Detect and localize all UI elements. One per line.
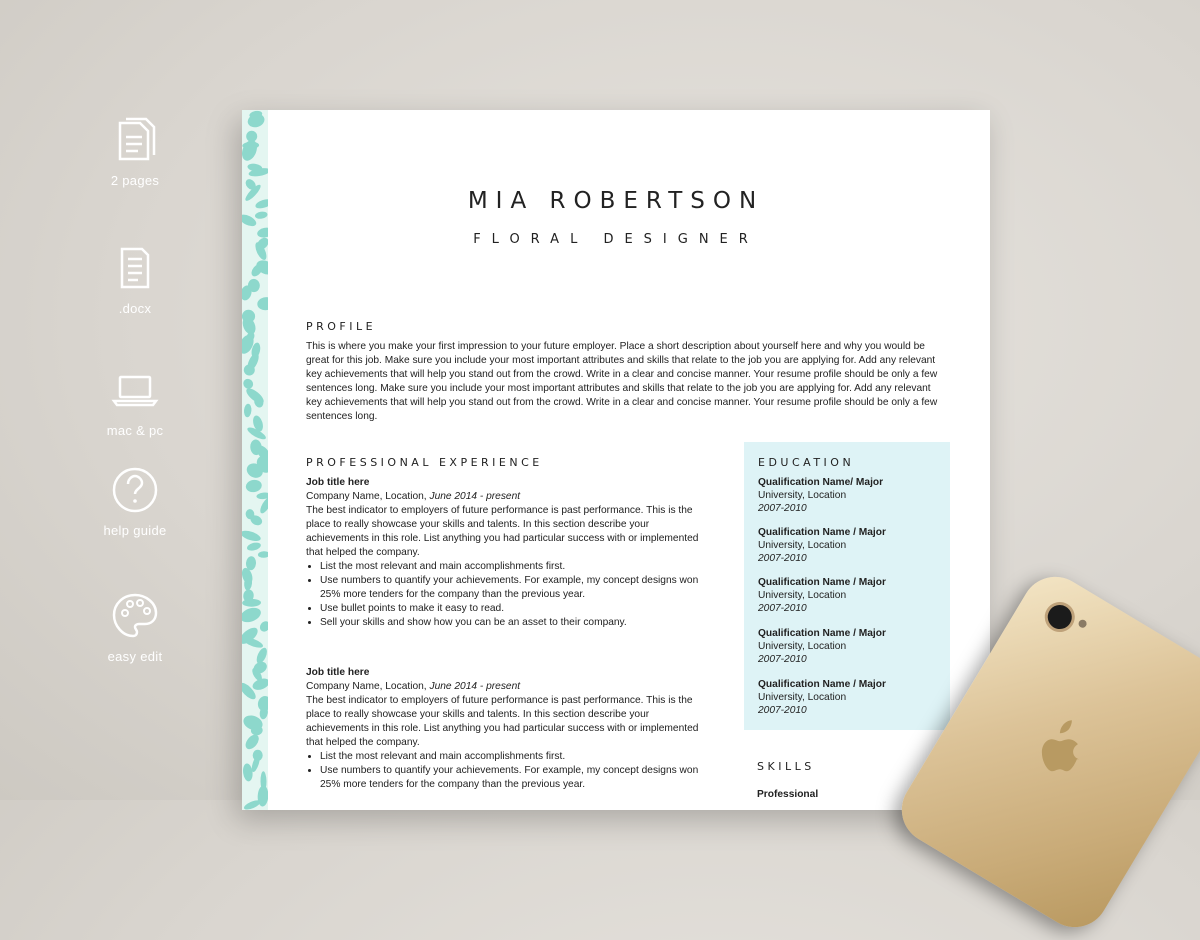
education-school: University, Location xyxy=(758,590,847,601)
feature-help xyxy=(95,465,175,538)
help-icon xyxy=(110,465,160,515)
education-years: 2007-2010 xyxy=(758,553,807,564)
feature-label: .docx xyxy=(118,301,152,316)
education-qualification: Qualification Name / Major xyxy=(758,577,886,588)
education-item xyxy=(758,526,886,565)
docx-icon xyxy=(110,243,160,293)
education-heading: EDUCATION xyxy=(758,456,855,469)
feature-label: help guide xyxy=(103,523,167,538)
job-entry xyxy=(306,476,706,630)
floral-border xyxy=(242,110,268,810)
feature-platform xyxy=(95,365,175,438)
profile-text: This is where you make your first impression to your future employer. Place a short description about yourself here and why you would be great for this job. Make sure you include your most important attributes and skills that relate to the job you are applying for. Add any relevant key achievements that will help you stand out from the crowd. Write in a clear and concise manner. Your resume profile should be only a few sentences long. Make sure you include your most important attributes and skills that relate to the job you are applying for. Add any relevant key achievements that will help you stand out from the crowd. Write in a clear and concise manner. Your resume profile should be only a few sentences long. xyxy=(306,341,938,422)
feature-pages xyxy=(95,115,175,188)
job-bullet: • List the most relevant and main accomplishments first. xyxy=(320,560,706,574)
education-years: 2007-2010 xyxy=(758,503,807,514)
job-company: Company Name, Location, xyxy=(306,491,427,502)
education-school: University, Location xyxy=(758,692,847,703)
job-title: Job title here xyxy=(306,477,370,488)
education-panel xyxy=(744,442,950,730)
education-qualification: Qualification Name / Major xyxy=(758,628,886,639)
education-item xyxy=(758,627,886,666)
job-entry xyxy=(306,666,706,792)
laptop-icon xyxy=(110,365,160,415)
job-bullet: • Use numbers to quantify your achievements. For example, my concept designs won 25% more tenders for the company than the previous year. xyxy=(320,574,706,602)
resume-page xyxy=(242,110,990,810)
job-description: The best indicator to employers of future performance is past performance. This is the place to really showcase your skills and talents. In this section describe your achievements in this role. List anything you had particular success with or implemented that helped the company. xyxy=(306,505,699,558)
job-bullet: • Use bullet points to make it easy to read. xyxy=(320,602,706,616)
job-meta xyxy=(306,680,706,694)
education-school: University, Location xyxy=(758,641,847,652)
education-years: 2007-2010 xyxy=(758,705,807,716)
job-title: Job title here xyxy=(306,667,370,678)
feature-docx xyxy=(95,243,175,316)
skill-item: Professional xyxy=(757,789,819,800)
camera-lens xyxy=(1039,596,1080,637)
job-bullet: • List the most relevant and main accomplishments first. xyxy=(320,750,706,764)
feature-edit xyxy=(95,591,175,664)
education-years: 2007-2010 xyxy=(758,654,807,665)
pages-icon xyxy=(110,115,160,165)
job-date: June 2014 - present xyxy=(429,491,521,502)
job-date: June 2014 - present xyxy=(429,681,521,692)
job-bullet: • Use numbers to quantify your achievements. For example, my concept designs won 25% more tenders for the company than the previous year. xyxy=(320,764,706,792)
job-bullets xyxy=(306,750,706,792)
camera-flash xyxy=(1077,618,1088,629)
education-qualification: Qualification Name / Major xyxy=(758,679,886,690)
job-bullets xyxy=(306,560,706,630)
job-company: Company Name, Location, xyxy=(306,681,427,692)
job-bullet: • Sell your skills and show how you can be an asset to their company. xyxy=(320,616,706,630)
education-years: 2007-2010 xyxy=(758,603,807,614)
education-item xyxy=(758,476,883,515)
experience-heading: PROFESSIONAL EXPERIENCE xyxy=(306,456,543,469)
apple-logo-icon xyxy=(1036,717,1086,777)
education-school: University, Location xyxy=(758,540,847,551)
feature-label: easy edit xyxy=(107,649,163,664)
palette-icon xyxy=(110,591,160,641)
feature-label: 2 pages xyxy=(110,173,160,188)
education-item xyxy=(758,678,886,717)
job-description: The best indicator to employers of future performance is past performance. This is the place to really showcase your skills and talents. In this section describe your achievements in this role. List anything you had particular success with or implemented that helped the company. xyxy=(306,695,699,748)
job-meta xyxy=(306,490,706,504)
education-item xyxy=(758,576,886,615)
resume-title: FLORAL DESIGNER xyxy=(473,232,759,247)
profile-heading: PROFILE xyxy=(306,320,377,333)
education-school: University, Location xyxy=(758,490,847,501)
resume-name: MIA ROBERTSON xyxy=(467,188,765,214)
skills-heading: SKILLS xyxy=(757,760,815,773)
feature-label: mac & pc xyxy=(106,423,164,438)
education-qualification: Qualification Name / Major xyxy=(758,527,886,538)
education-qualification: Qualification Name/ Major xyxy=(758,477,884,488)
